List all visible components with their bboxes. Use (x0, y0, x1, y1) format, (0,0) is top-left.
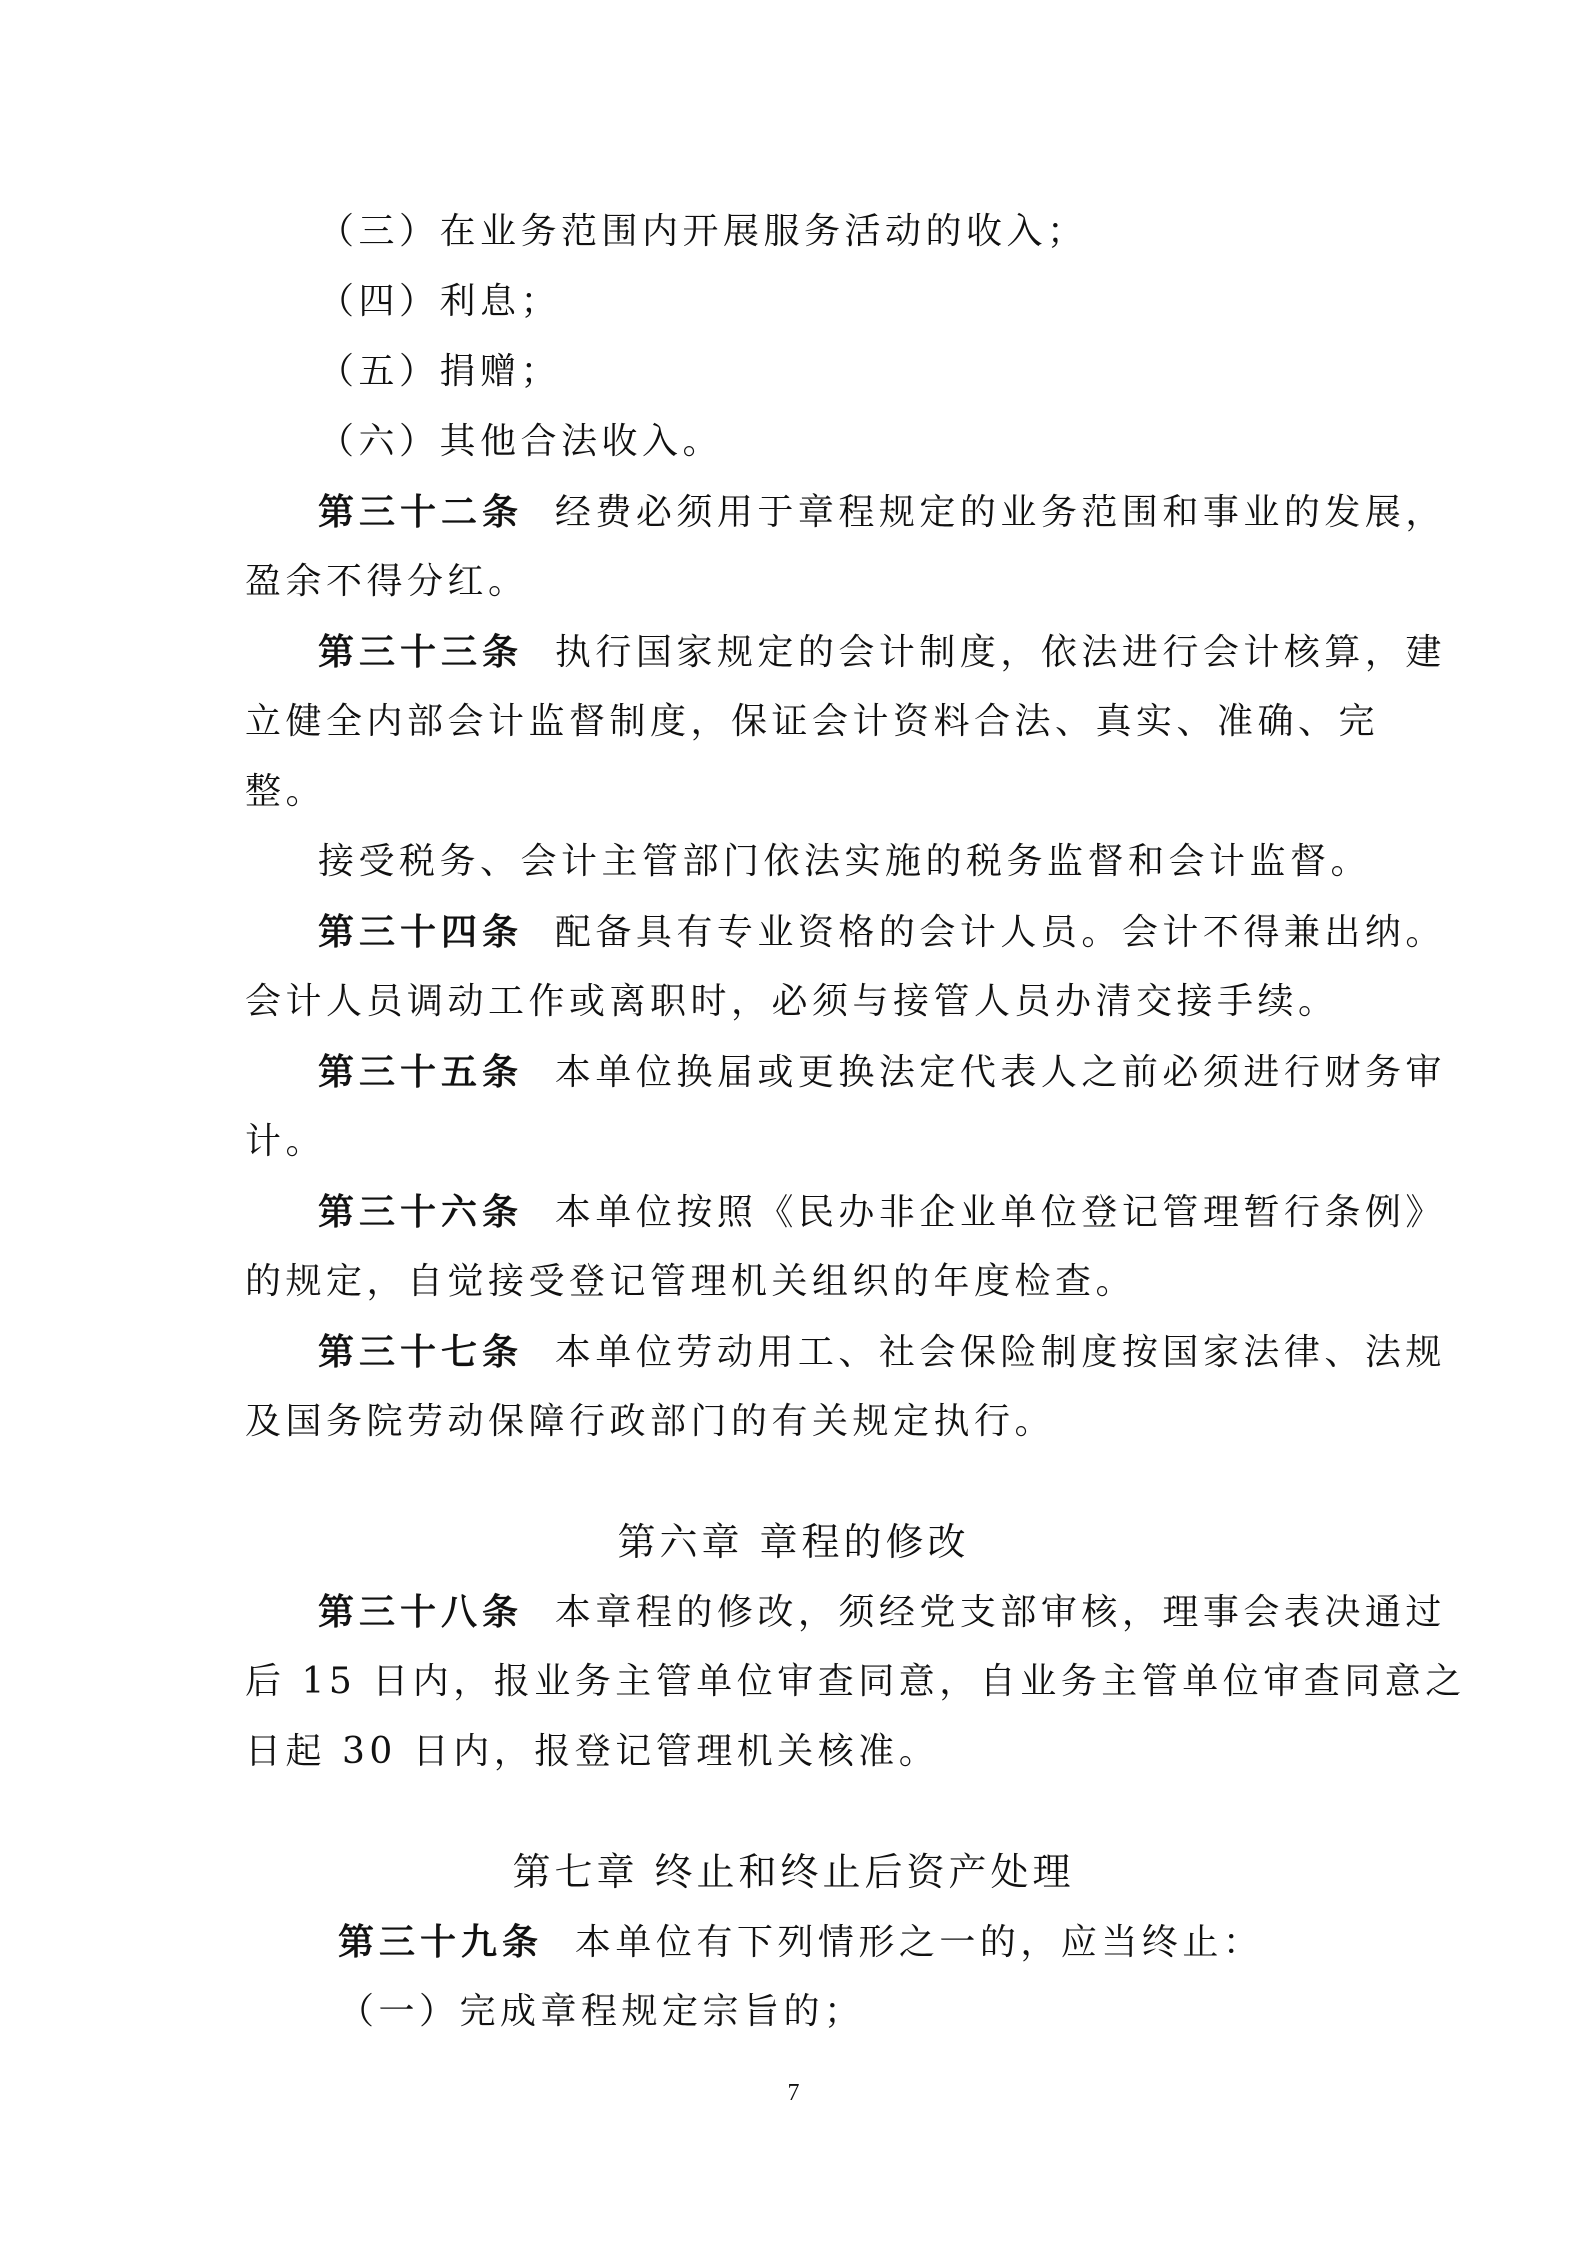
article-33-line-1 (318, 617, 1446, 688)
article-38-line-1 (318, 1577, 1446, 1648)
article-34-line-1 (318, 897, 1446, 968)
income-item-3: （三）在业务范围内开展服务活动的收入； (318, 211, 1088, 252)
article-34-text-1: 配备具有专业资格的会计人员。会计不得兼出纳。 (554, 912, 1446, 953)
article-35-text-1: 本单位换届或更换法定代表人之前必须进行财务审 (554, 1052, 1446, 1093)
article-39-text-1: 本单位有下列情形之一的，应当终止： (574, 1922, 1264, 1963)
article-36-line-1 (318, 1177, 1446, 1248)
article-36-text-1: 本单位按照《民办非企业单位登记管理暂行条例》 (554, 1192, 1446, 1233)
article-33-line-4: 接受税务、会计主管部门依法实施的税务监督和会计监督。 (318, 841, 1372, 882)
article-38-line-3: 日起 30 日内，报登记管理机关核准。 (245, 1731, 940, 1772)
article-37-label: 第三十七条 (318, 1331, 524, 1373)
article-32-text-1: 经费必须用于章程规定的业务范围和事业的发展， (554, 492, 1446, 533)
article-32-line-2: 盈余不得分红。 (245, 561, 529, 602)
income-item-4: （四）利息； (318, 281, 562, 322)
article-34-label: 第三十四条 (318, 911, 524, 953)
article-37-line-2: 及国务院劳动保障行政部门的有关规定执行。 (245, 1401, 1056, 1442)
chapter-6-heading: 第六章 章程的修改 (617, 1520, 970, 1564)
article-37-line-1 (318, 1317, 1446, 1388)
page-number: 7 (787, 2080, 800, 2106)
article-38-label: 第三十八条 (318, 1591, 524, 1633)
article-39-label: 第三十九条 (338, 1921, 544, 1963)
chapter-7-heading: 第七章 终止和终止后资产处理 (512, 1850, 1075, 1894)
income-item-6: （六）其他合法收入。 (318, 421, 724, 462)
article-33-line-2: 立健全内部会计监督制度，保证会计资料合法、真实、准确、完 (245, 701, 1380, 742)
article-33-line-3: 整。 (245, 771, 327, 812)
article-35-label: 第三十五条 (318, 1051, 524, 1093)
income-item-5: （五）捐赠； (318, 351, 562, 392)
article-38-line-2: 后 15 日内，报业务主管单位审查同意，自业务主管单位审查同意之 (245, 1661, 1466, 1702)
article-32-line-1 (318, 477, 1446, 548)
article-33-text-1: 执行国家规定的会计制度，依法进行会计核算，建 (554, 632, 1446, 673)
article-39-item-1: （一）完成章程规定宗旨的； (338, 1991, 865, 2032)
article-38-text-1: 本章程的修改，须经党支部审核，理事会表决通过 (554, 1592, 1446, 1633)
article-35-line-1 (318, 1037, 1446, 1108)
article-33-label: 第三十三条 (318, 631, 524, 673)
article-39-line-1 (338, 1907, 1355, 1978)
article-37-text-1: 本单位劳动用工、社会保险制度按国家法律、法规 (554, 1332, 1446, 1373)
article-34-line-2: 会计人员调动工作或离职时，必须与接管人员办清交接手续。 (245, 981, 1339, 1022)
article-36-line-2: 的规定，自觉接受登记管理机关组织的年度检查。 (245, 1261, 1137, 1302)
article-36-label: 第三十六条 (318, 1191, 524, 1233)
article-35-line-2: 计。 (245, 1121, 327, 1162)
article-32-label: 第三十二条 (318, 491, 524, 533)
